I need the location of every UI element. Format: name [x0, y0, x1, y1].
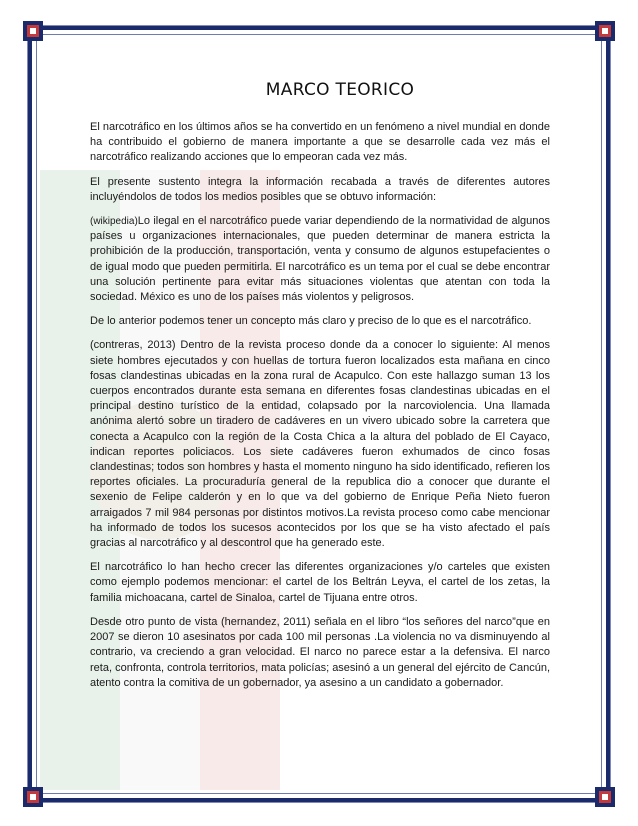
paragraph: El presente sustento integra la información recabada a través de diferentes autores incluyéndolos de todos los medios posibles que se obtuvo información: — [90, 175, 550, 203]
corner-ornament-icon — [22, 786, 44, 808]
page-title: MARCO TEORICO — [265, 80, 415, 100]
paragraph: Desde otro punto de vista (hernandez, 2011) señala en el libro “los señores del narco”que en 2007 se dieron 10 asesinatos por cada 100 mil personas .La violencia no va disminuyendo al contrario, va creciendo a gran velocidad. El narco no parece estar a la defensiva. El narco reta, confronta, controla territorios, mata policías; asesinó a un general del ejército de Cancún, atento contra la comitiva de un gobernador, ya asesino a un candidato a gobernador. — [90, 615, 550, 689]
paragraph: (contreras, 2013) Dentro de la revista proceso donde da a conocer lo siguiente: Al menos siete hombres ejecutados y con huellas de tortura fueron localizados esta mañana en cinco fosas clandestinas ubicadas en la zona rural de Acapulco. Con este hallazgo suman 13 los cuerpos encontrados durante esta semana en diferentes fosas clandestinas ubicadas en el principal destino turístico de la entidad, colapsado por la narcoviolencia. Una llamada anónima alertó sobre un tiradero de cadáveres en un vivero ubicado sobre la carretera que conecta a Acapulco con la región de la Costa Chica a la altura del poblado de El Cayaco, indican reportes policiacos. Los siete cadáveres fueron exhumados de cinco fosas clandestinas; todos son hombres y hasta el momento ninguno ha sido identificado, refieren los reportes oficiales. La procuraduría general de la republica dio a conocer que durante el sexenio de Felipe calderón y en lo que va del gobierno de Enrique Peña Nieto fueron arraigados 7 mil 984 personas por distintos motivos.La revista proceso como cabe mencionar ha informado de todos los sucesos acontecidos por los que se ha visto afectado el país gracias al narcotráfico y al descontrol que ha generado este. — [90, 339, 550, 550]
paragraph: (wikipedia)Lo ilegal en el narcotráfico puede variar dependiendo de la normatividad de algunos países u organizaciones internacionales, que pueden determinar de manera estricta la prohibición de la producción, transportación, venta y consumo de algunos estupefacientes o de igual modo que pueden permitirla. El narcotráfico es un tema por el cual se debe encontrar una solución pertinente para evitar más situaciones violentas que atentan con toda la sociedad. México es uno de los países más violentos y peligrosos. — [90, 215, 550, 304]
citation: (wikipedia) — [90, 216, 138, 228]
paragraph: El narcotráfico lo han hecho crecer las diferentes organizaciones y/o carteles que existen como ejemplo podemos mencionar: el cartel de los Beltrán Leyva, el cartel de los zetas, la familia michoacana, cartel de Sinaloa, cartel de Tijuana entre otros. — [90, 561, 550, 604]
corner-ornament-icon — [594, 20, 616, 42]
paragraph: El narcotráfico en los últimos años se ha convertido en un fenómeno a nivel mundial en donde ha contribuido el gobierno de manera importante a que se desarrolle cada vez más el narcotráfico realizando acciones que lo empeoran cada vez más. — [90, 121, 550, 164]
corner-ornament-icon — [594, 786, 616, 808]
paragraph: De lo anterior podemos tener un concepto más claro y preciso de lo que es el narcotráfico. — [90, 315, 532, 328]
document-body — [90, 80, 550, 700]
corner-ornament-icon — [22, 20, 44, 42]
